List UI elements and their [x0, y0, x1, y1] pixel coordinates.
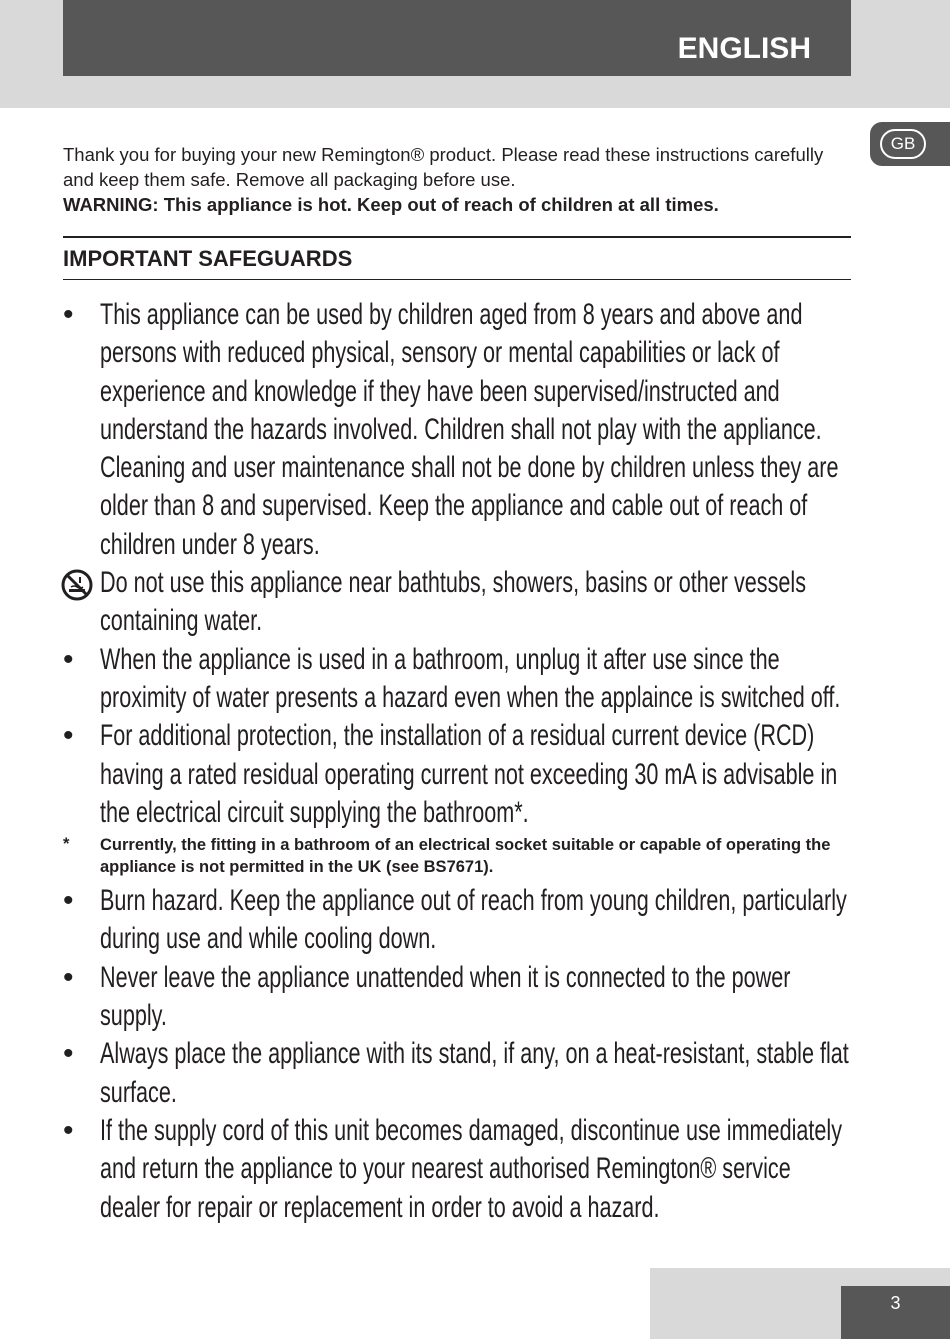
list-item	[63, 564, 853, 641]
no-water-icon	[60, 568, 94, 602]
list-item-text: This appliance can be used by children aged from 8 years and above and persons with reduced physical, sensory or mental capabilities or lack of experience and knowledge if they have been supervised/instructed and understand the hazards involved. Children shall not play with the appliance. Cleaning and user maintenance shall not be done by children unless they are older than 8 and supervised. Keep the appliance and cable out of reach of children under 8 years.	[100, 298, 839, 561]
footnote	[63, 834, 853, 878]
bullet: •	[63, 298, 74, 331]
list-item	[63, 717, 853, 832]
list-item	[63, 296, 853, 564]
list-item-text: Never leave the appliance unattended when it is connected to the power supply.	[100, 960, 791, 1033]
list-item	[63, 882, 853, 959]
list-item-text: Always place the appliance with its stand, if any, on a heat-resistant, stable flat surface.	[100, 1037, 849, 1109]
warning-text: WARNING: This appliance is hot. Keep out of reach of children at all times.	[63, 194, 719, 215]
list-item-text: If the supply cord of this unit becomes damaged, discontinue use immediately and return the appliance to your nearest authorised Remington® service dealer for repair or replacement in order to avoid a hazard.	[100, 1113, 843, 1224]
bullet: •	[63, 1037, 74, 1071]
page-number: 3	[841, 1286, 950, 1339]
bullet: •	[63, 884, 74, 918]
list-item-text: When the appliance is used in a bathroom, unplug it after use since the proximity of water presents a hazard even when the applaince is switched off.	[100, 642, 841, 714]
section-heading: IMPORTANT SAFEGUARDS	[63, 246, 353, 271]
list-item	[63, 1112, 853, 1227]
list-item	[63, 959, 853, 1036]
language-label: ENGLISH	[677, 32, 811, 65]
safeguards-list	[63, 296, 853, 1227]
list-item	[63, 1035, 853, 1112]
footnote-marker: *	[63, 835, 70, 854]
list-item	[63, 641, 853, 718]
list-item-text: For additional protection, the installation of a residual current device (RCD) having a rated residual operating current not exceeding 30 mA is advisable in the electrical circuit supplying the bathroom*.	[100, 719, 838, 829]
bullet: •	[63, 1113, 74, 1147]
bullet: •	[63, 642, 74, 676]
intro-text: Thank you for buying your new Remington® product. Please read these instructions carefully and keep them safe. Remove all packaging before use.	[63, 144, 824, 190]
list-item-text: Do not use this appliance near bathtubs, showers, basins or other vessels containing water.	[100, 566, 807, 638]
divider-top	[63, 236, 851, 238]
bullet: •	[63, 719, 74, 753]
intro-block	[63, 142, 843, 217]
language-bar	[63, 0, 851, 76]
bullet: •	[63, 960, 74, 994]
footnote-text: Currently, the fitting in a bathroom of an electrical socket suitable or capable of operating the appliance is not permitted in the UK (see BS7671).	[100, 836, 831, 877]
country-badge: GB	[880, 129, 926, 159]
list-item-text: Burn hazard. Keep the appliance out of reach from young children, particularly during use and while cooling down.	[100, 884, 847, 956]
divider-bottom	[63, 279, 851, 280]
country-tab	[870, 122, 950, 166]
